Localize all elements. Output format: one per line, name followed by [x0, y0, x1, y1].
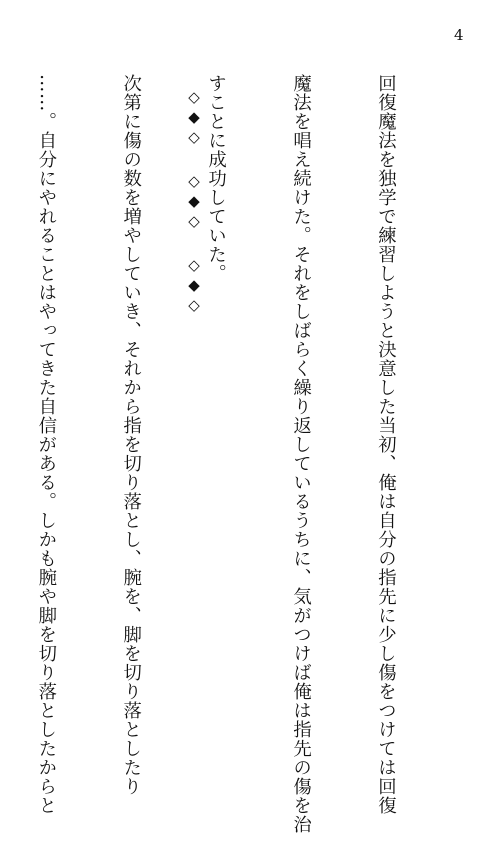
text-line: 回復魔法を独学で練習しようと決意した当初、俺は自分の指先に少し傷をつけては回復 [375, 74, 397, 815]
text-line: 次第に傷の数を増やしていき、それから指を切り落とし、腕を、脚を切り落としたり [120, 74, 142, 796]
text-line: 魔法を唱え続けた。それをしばらく繰り返しているうちに、気がつけば俺は指先の傷を治 [290, 74, 312, 834]
scene-break-ornament: ◇◆◇ [185, 172, 203, 232]
text-line: ……。自分にやれることはやってきた自信がある。しかも腕や脚を切り落としたからと [35, 74, 57, 815]
scene-break-ornament: ◇◆◇ [185, 256, 203, 316]
scene-break-ornament: ◇◆◇ [185, 88, 203, 148]
body-text [0, 74, 456, 834]
text-line: すことに成功していた。 [205, 74, 227, 283]
page-number: 4 [454, 26, 464, 44]
